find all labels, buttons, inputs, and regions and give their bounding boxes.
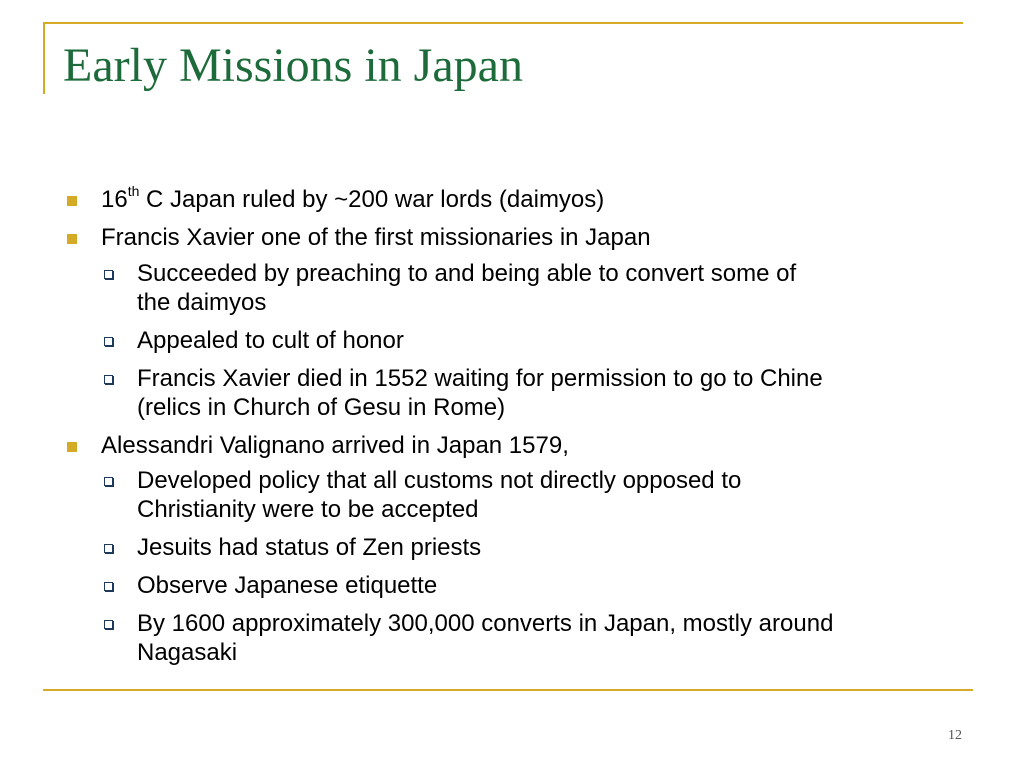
sub-bullet-line: Christianity were to be accepted [137, 496, 479, 523]
bullet-text-century: 16 [101, 186, 128, 213]
sub-bullet-line: Francis Xavier died in 1552 waiting for permission to go to Chine [137, 365, 823, 392]
bullet-text: Francis Xavier one of the first missionaries in Japan [101, 224, 651, 251]
superscript-th: th [127, 183, 140, 199]
hollow-square-bullet-icon [104, 337, 113, 346]
sub-bullet-honor [62, 326, 982, 355]
square-bullet-icon [67, 196, 77, 206]
bullet-text: Alessandri Valignano arrived in Japan 1579, [101, 432, 569, 459]
square-bullet-icon [67, 234, 77, 244]
sub-bullet-line: (relics in Church of Gesu in Rome) [137, 394, 506, 421]
bullet-valignano [62, 428, 982, 464]
hollow-square-bullet-icon [104, 620, 113, 629]
bullet-text-rest: C Japan ruled by ~200 war lords (daimyos) [139, 186, 605, 213]
slide-body [62, 182, 982, 676]
sub-bullet-zen [62, 533, 982, 562]
page-number: 12 [948, 728, 962, 743]
bullet-daimyos [62, 182, 982, 218]
hollow-square-bullet-icon [104, 582, 113, 591]
sub-bullet-line: Nagasaki [137, 639, 238, 666]
sub-bullet-xavier-death [62, 364, 982, 422]
top-frame-line [43, 22, 963, 24]
hollow-square-bullet-icon [104, 544, 113, 553]
sub-bullet-line: By 1600 approximately 300,000 converts in Japan, mostly around [137, 610, 834, 637]
sub-bullet-preaching [62, 259, 982, 317]
hollow-square-bullet-icon [104, 477, 113, 486]
square-bullet-icon [67, 442, 77, 452]
left-frame-line [43, 22, 45, 94]
footer-divider [43, 689, 973, 691]
hollow-square-bullet-icon [104, 270, 113, 279]
sub-bullet-text: Jesuits had status of Zen priests [137, 534, 482, 561]
sub-bullet-line: the daimyos [137, 289, 267, 316]
sub-bullet-text: Observe Japanese etiquette [137, 572, 438, 599]
slide-title: Early Missions in Japan [63, 39, 523, 92]
sub-bullet-etiquette [62, 571, 982, 600]
bullet-xavier [62, 220, 982, 256]
sub-bullet-policy [62, 466, 982, 524]
sub-bullet-line: Developed policy that all customs not directly opposed to [137, 467, 742, 494]
sub-bullet-line: Succeeded by preaching to and being able to convert some of [137, 260, 797, 287]
sub-bullet-text: Appealed to cult of honor [137, 327, 404, 354]
sub-bullet-converts [62, 609, 982, 667]
hollow-square-bullet-icon [104, 375, 113, 384]
